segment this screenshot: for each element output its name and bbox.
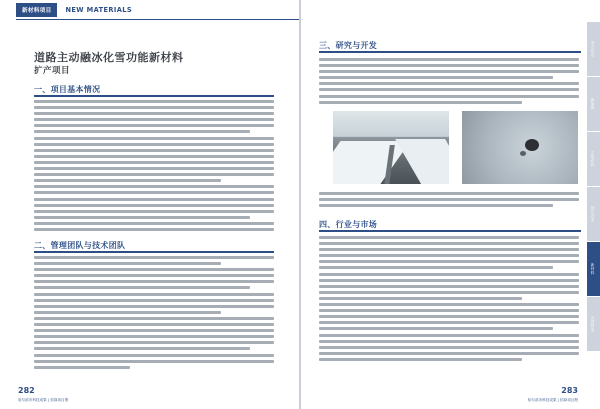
page-number: 283 [561,386,578,395]
page-number: 282 [18,386,35,395]
section-number: 四、 [319,220,336,229]
project-subtitle: 扩产项目 [34,66,71,76]
page-footer: 哈尔滨市科技成果 | 招商项目册 [527,398,578,402]
section-rule [34,251,274,253]
project-title: 道路主动融冰化雪功能新材料 [34,51,184,64]
section-title-text: 行业与市场 [335,220,378,229]
side-tab[interactable] [587,132,600,187]
side-tab-label: 现代农业 [591,206,595,222]
side-tab-label: 生物医药 [591,151,595,167]
material-droplet-photo [462,111,578,184]
chapter-side-tabs [587,22,600,352]
section-label-cn: 新材料项目 [16,3,57,17]
section-title-text: 项目基本情况 [50,85,101,94]
side-tab-label: 先进制造 [591,316,595,332]
body-text [34,100,274,234]
section-heading [34,84,100,95]
side-tab[interactable] [587,297,600,352]
body-text [319,236,579,366]
section-title-text: 研究与开发 [335,41,378,50]
header-divider [16,19,299,20]
side-tab[interactable] [587,77,600,132]
section-heading [319,40,377,51]
section-title-text: 管理团队与技术团队 [50,241,126,250]
section-rule [319,51,581,53]
side-tab-label: 新能源 [591,98,595,110]
page-footer: 哈尔滨市科技成果 | 招商项目册 [18,398,69,402]
side-tab-active[interactable] [587,242,600,297]
section-heading [319,219,377,230]
left-page [0,0,299,409]
body-text [319,192,579,214]
page-header [0,0,132,20]
body-text [34,256,274,376]
section-number: 三、 [319,41,336,50]
section-rule [319,230,581,232]
side-tab[interactable] [587,187,600,242]
section-rule [34,95,274,97]
right-page [301,0,600,409]
side-tab[interactable] [587,22,600,77]
snow-road-photo [333,111,449,184]
side-tab-label: 电子信息 [591,41,595,57]
section-number: 一、 [34,85,51,94]
section-number: 二、 [34,241,51,250]
section-label-en: NEW MATERIALS [65,6,133,14]
body-text [319,58,579,106]
side-tab-label: 新材料 [591,263,595,275]
section-heading [34,240,125,251]
